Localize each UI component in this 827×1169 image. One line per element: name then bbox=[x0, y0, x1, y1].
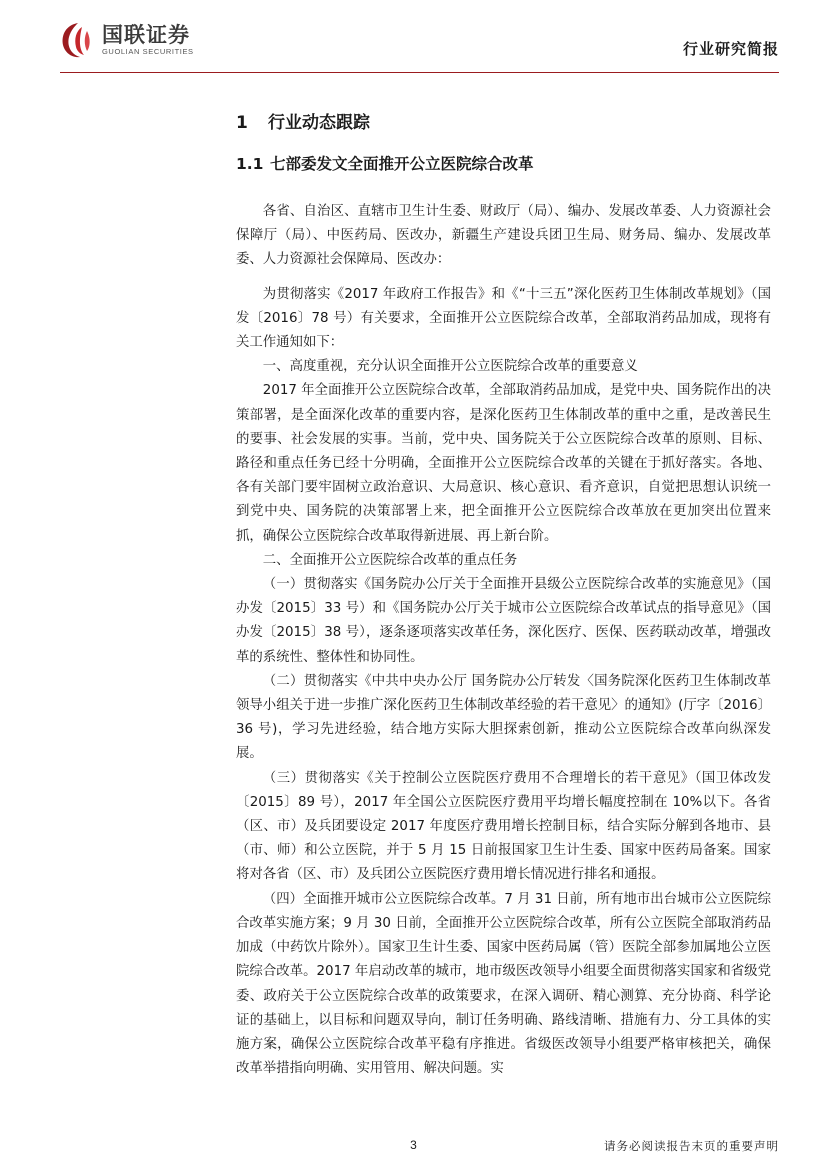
paragraph-task-three: （三）贯彻落实《关于控制公立医院医疗费用不合理增长的若干意见》（国卫体改发〔2015〕89 号），2017 年全国公立医院医疗费用平均增长幅度控制在 10%以下。各省（区、市）及兵团要设定 2017 年度医疗费用增长控制目标，结合实际分解到各地市、县（市、师）和公立医院，并于 5 月 15 日前报国家卫生计生委、国家中医药局备案。国家将对各省（区、市）及兵团公立医院医疗费用增长情况进行排名和通报。 bbox=[236, 770, 771, 883]
paragraph-task-one: （一）贯彻落实《国务院办公厅关于全面推开县级公立医院综合改革的实施意见》（国办发〔2015〕33 号）和《国务院办公厅关于城市公立医院综合改革试点的指导意见》（国办发〔2015〕38 号），逐条逐项落实改革任务，深化医疗、医保、医药联动改革，增强改革的系统性、整体性和协同性。 bbox=[236, 577, 771, 665]
logo-english-name: GUOLIAN SECURITIES bbox=[102, 47, 194, 56]
logo-chinese-name: 国联证券 bbox=[102, 23, 190, 47]
body-text bbox=[236, 200, 771, 1081]
page-footer bbox=[0, 1132, 827, 1162]
page-number: 3 bbox=[410, 1138, 417, 1152]
header-divider bbox=[60, 72, 779, 73]
page-header bbox=[0, 0, 827, 74]
main-content bbox=[236, 110, 771, 1081]
paragraph-task-two: （二）贯彻落实《中共中央办公厅 国务院办公厅转发〈国务院深化医药卫生体制改革领导小组关于进一步推广深化医药卫生体制改革经验的若干意见〉的通知》(厅字〔2016〕36 号)，学习先进经验，结合地方实际大胆探索创新，推动公立医院综合改革向纵深发展。 bbox=[236, 673, 771, 762]
paragraph-addressees: 各省、自治区、直辖市卫生计生委、财政厅（局）、编办、发展改革委、人力资源社会保障厅（局）、中医药局、医改办，新疆生产建设兵团卫生局、财务局、编办、发展改革委、人力资源社会保障局、医改办： bbox=[236, 204, 771, 268]
paragraph-intro: 为贯彻落实《2017 年政府工作报告》和《“十三五”深化医药卫生体制改革规划》（国发〔2016〕78 号）有关要求，全面推开公立医院综合改革，全部取消药品加成，现将有关工作通知如下： bbox=[236, 286, 771, 351]
report-type-label: 行业研究简报 bbox=[682, 40, 779, 58]
paragraph-task-four: （四）全面推开城市公立医院综合改革。7 月 31 日前，所有地市出台城市公立医院综合改革实施方案；9 月 30 日前，全面推开公立医院综合改革，所有公立医院全部取消药品加成（中药饮片除外）。国家卫生计生委、国家中医药局属（管）医院全部参加属地公立医院综合改革。2017 年启动改革的城市，地市级医改领导小组要全面贯彻落实国家和省级党委、政府关于公立医院综合改革的政策要求，在深入调研、精心测算、充分协商、科学论证的基础上，以目标和问题双导向，制订任务明确、路线清晰、措施有力、分工具体的实施方案，确保公立医院综合改革平稳有序推进。省级医改领导小组要严格审核把关，确保改革举措指向明确、实用管用、解决问题。实 bbox=[236, 891, 771, 1077]
disclaimer-notice: 请务必阅读报告末页的重要声明 bbox=[604, 1139, 779, 1153]
company-logo bbox=[60, 20, 194, 60]
paragraph-heading-two: 二、全面推开公立医院综合改革的重点任务 bbox=[262, 552, 518, 568]
section-title: 行业动态跟踪 bbox=[268, 113, 370, 133]
section-heading bbox=[236, 110, 771, 136]
subsection-title: 七部委发文全面推开公立医院综合改革 bbox=[270, 155, 534, 173]
subsection-number: 1.1 bbox=[236, 155, 264, 173]
section-number: 1 bbox=[236, 113, 248, 133]
paragraph-significance: 2017 年全面推开公立医院综合改革，全部取消药品加成，是党中央、国务院作出的决策部署，是全面深化改革的重要内容，是深化医药卫生体制改革的重中之重，是改善民生的要事、社会发展的实事。当前，党中央、国务院关于公立医院综合改革的原则、目标、路径和重点任务已经十分明确，全面推开公立医院综合改革的关键在于抓好落实。各地、各有关部门要牢固树立政治意识、大局意识、核心意识、看齐意识，自觉把思想认识统一到党中央、国务院的决策部署上来，把全面推开公立医院综合改革放在更加突出位置来抓，确保公立医院综合改革取得新进展、再上新台阶。 bbox=[236, 383, 771, 544]
guolian-logo-icon bbox=[60, 21, 96, 59]
subsection-heading bbox=[236, 152, 771, 176]
paragraph-heading-one: 一、高度重视，充分认识全面推开公立医院综合改革的重要意义 bbox=[262, 359, 638, 375]
